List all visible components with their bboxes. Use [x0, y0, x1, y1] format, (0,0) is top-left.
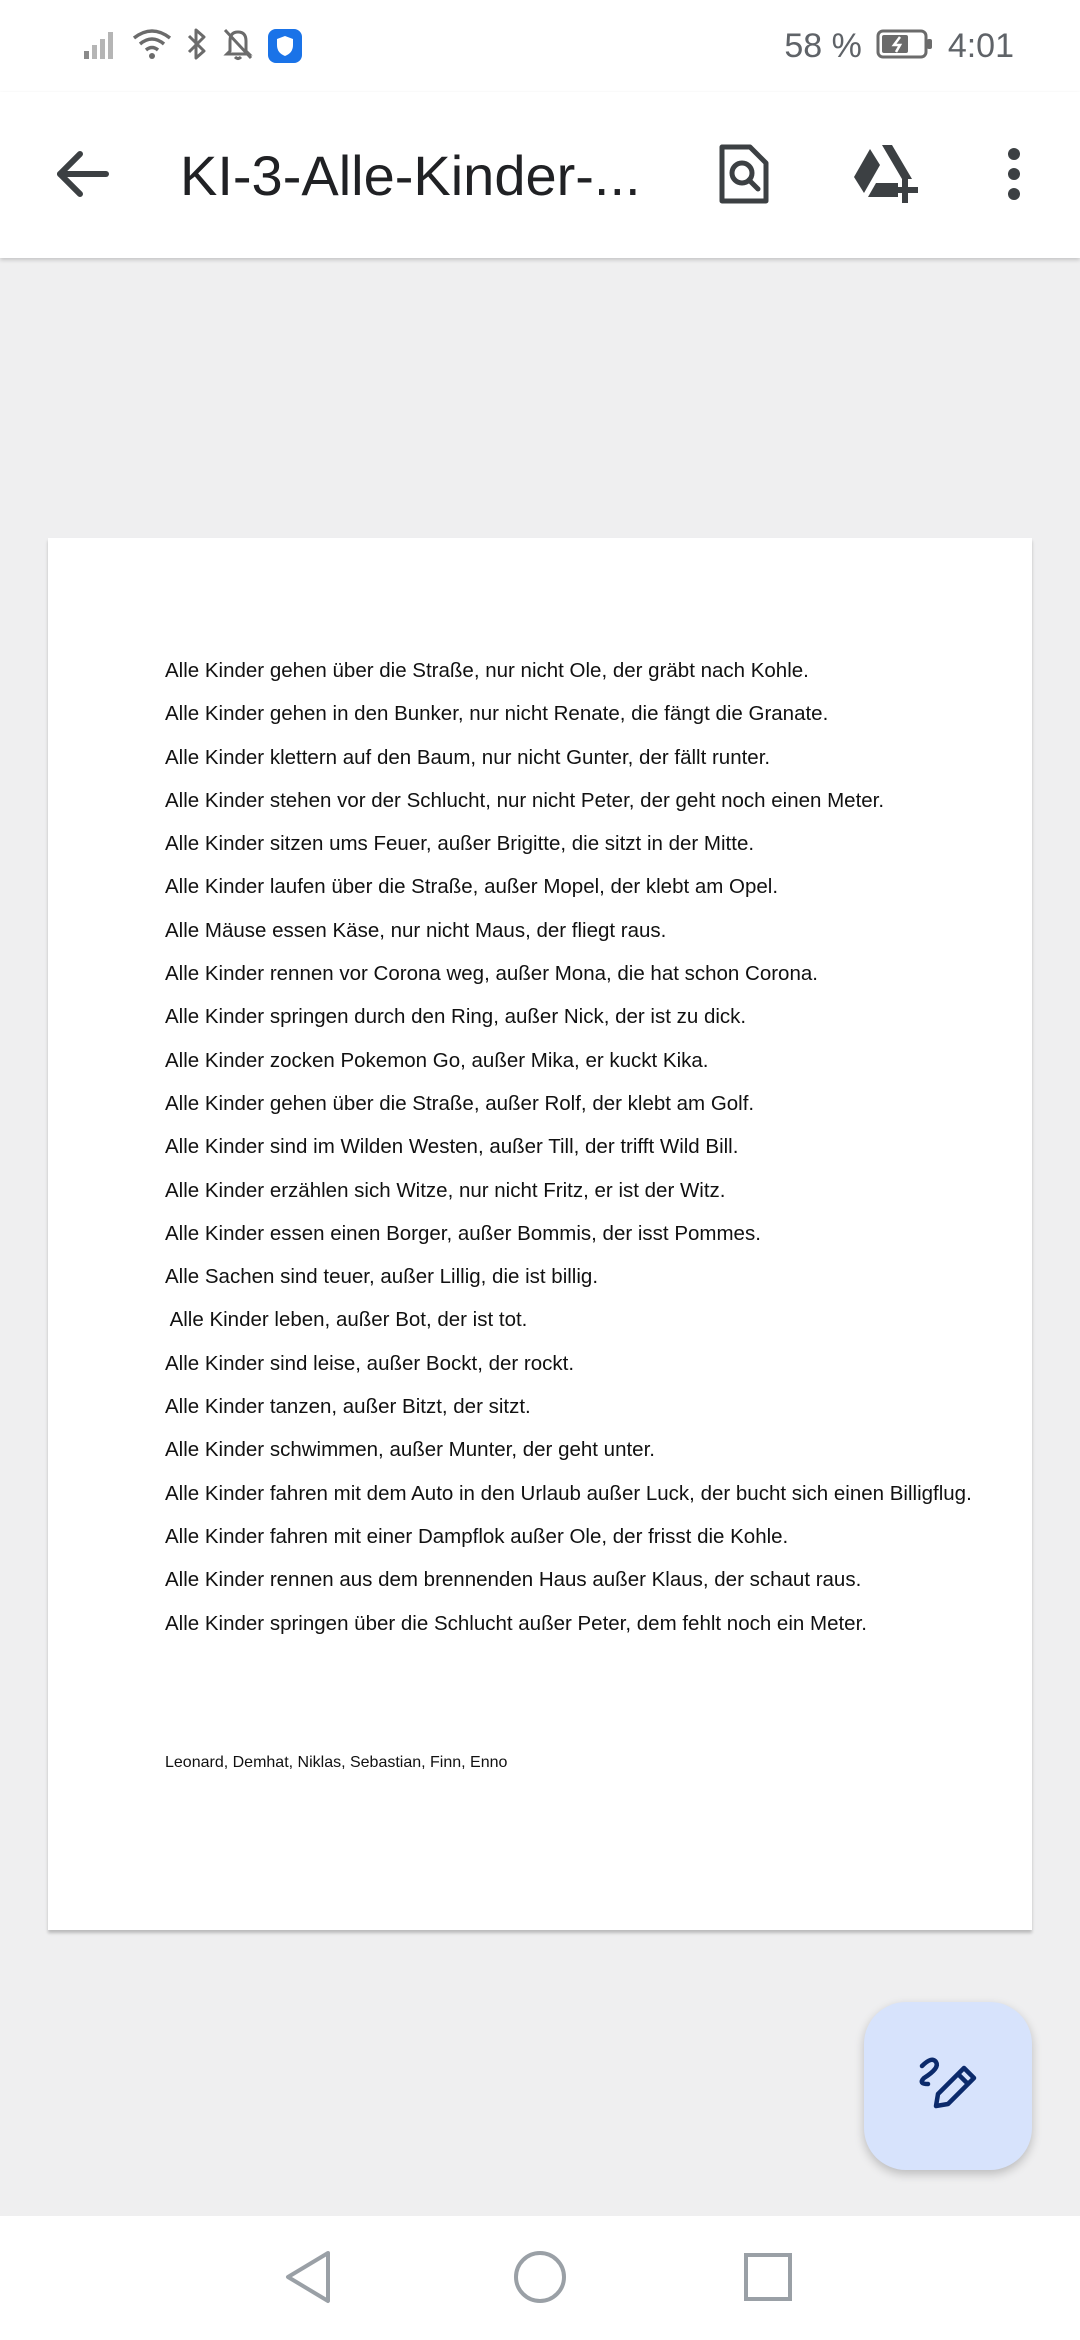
document-line: Alle Kinder rennen aus dem brennenden Haus außer Klaus, der schaut raus.: [165, 1568, 862, 1592]
battery-icon: [876, 28, 934, 65]
edit-fab[interactable]: [864, 2002, 1032, 2170]
document-line: Alle Kinder schwimmen, außer Munter, der geht unter.: [165, 1438, 655, 1462]
document-line: Alle Kinder rennen vor Corona weg, außer Mona, die hat schon Corona.: [165, 962, 818, 986]
status-bar: [0, 0, 1080, 92]
bluetooth-icon: [186, 27, 208, 66]
nav-home-icon: [512, 2249, 568, 2310]
document-line: Alle Sachen sind teuer, außer Lillig, die ist billig.: [165, 1265, 599, 1289]
vpn-shield-icon: [268, 29, 302, 63]
document-line: Alle Kinder gehen in den Bunker, nur nicht Renate, die fängt die Granate.: [165, 702, 829, 726]
nav-back-button[interactable]: [273, 2244, 343, 2314]
more-vertical-icon: [1006, 148, 1022, 205]
edit-pen-icon: [918, 2054, 978, 2119]
nav-home-button[interactable]: [505, 2244, 575, 2314]
search-in-document-button[interactable]: [704, 136, 784, 216]
back-button[interactable]: [46, 140, 118, 212]
search-in-document-icon: [718, 143, 770, 210]
status-right: [784, 22, 1014, 70]
nav-recents-icon: [743, 2252, 793, 2307]
document-line: Alle Kinder klettern auf den Baum, nur nicht Gunter, der fällt runter.: [165, 745, 771, 769]
document-line: Alle Kinder gehen über die Straße, außer Rolf, der klebt am Golf.: [165, 1091, 755, 1115]
add-to-drive-icon: [850, 143, 922, 210]
document-authors: Leonard, Demhat, Niklas, Sebastian, Finn, Enno: [165, 1754, 508, 1771]
document-line: Alle Kinder tanzen, außer Bitzt, der sitzt.: [165, 1395, 531, 1419]
back-arrow-icon: [54, 150, 110, 203]
document-line: Alle Kinder springen durch den Ring, außer Nick, der ist zu dick.: [165, 1005, 747, 1029]
document-line: Alle Kinder erzählen sich Witze, nur nicht Fritz, er ist der Witz.: [165, 1178, 726, 1202]
nav-back-icon: [282, 2249, 334, 2310]
document-line: Alle Mäuse essen Käse, nur nicht Maus, der fliegt raus.: [165, 918, 667, 942]
document-line: Alle Kinder stehen vor der Schlucht, nur nicht Peter, der geht noch einen Meter.: [165, 788, 885, 812]
more-options-button[interactable]: [974, 136, 1054, 216]
document-line: Alle Kinder leben, außer Bot, der ist tot.: [165, 1308, 528, 1332]
status-left-icons: [84, 24, 302, 68]
nav-recents-button[interactable]: [733, 2244, 803, 2314]
document-page: [48, 538, 1032, 1930]
document-line: Alle Kinder fahren mit dem Auto in den Urlaub außer Luck, der bucht sich einen Billigflug.: [165, 1481, 972, 1505]
document-title: KI-3-Alle-Kinder-...: [180, 144, 641, 207]
document-line: Alle Kinder fahren mit einer Dampflok außer Ole, der frisst die Kohle.: [165, 1524, 789, 1548]
clock: 4:01: [947, 26, 1014, 65]
document-line: Alle Kinder springen über die Schlucht außer Peter, dem fehlt noch ein Meter.: [165, 1611, 867, 1635]
document-line: Alle Kinder laufen über die Straße, außer Mopel, der klebt am Opel.: [165, 875, 779, 899]
document-line: Alle Kinder zocken Pokemon Go, außer Mika, er kuckt Kika.: [165, 1048, 709, 1072]
wifi-icon: [132, 28, 172, 65]
document-line: Alle Kinder gehen über die Straße, nur nicht Ole, der gräbt nach Kohle.: [165, 659, 809, 682]
document-line: Alle Kinder sind im Wilden Westen, außer Till, der trifft Wild Bill.: [165, 1135, 739, 1159]
signal-icon: [84, 29, 118, 64]
battery-percent: 58 %: [784, 26, 862, 65]
document-text: [165, 656, 985, 1652]
document-line: Alle Kinder sitzen ums Feuer, außer Brigitte, die sitzt in der Mitte.: [165, 832, 755, 856]
notifications-off-icon: [222, 27, 254, 66]
document-line: Alle Kinder sind leise, außer Bockt, der rockt.: [165, 1351, 575, 1375]
system-nav-bar: [0, 2216, 1080, 2340]
app-bar: [0, 92, 1080, 258]
document-line: Alle Kinder essen einen Borger, außer Bommis, der isst Pommes.: [165, 1221, 761, 1245]
add-to-drive-button[interactable]: [846, 136, 926, 216]
